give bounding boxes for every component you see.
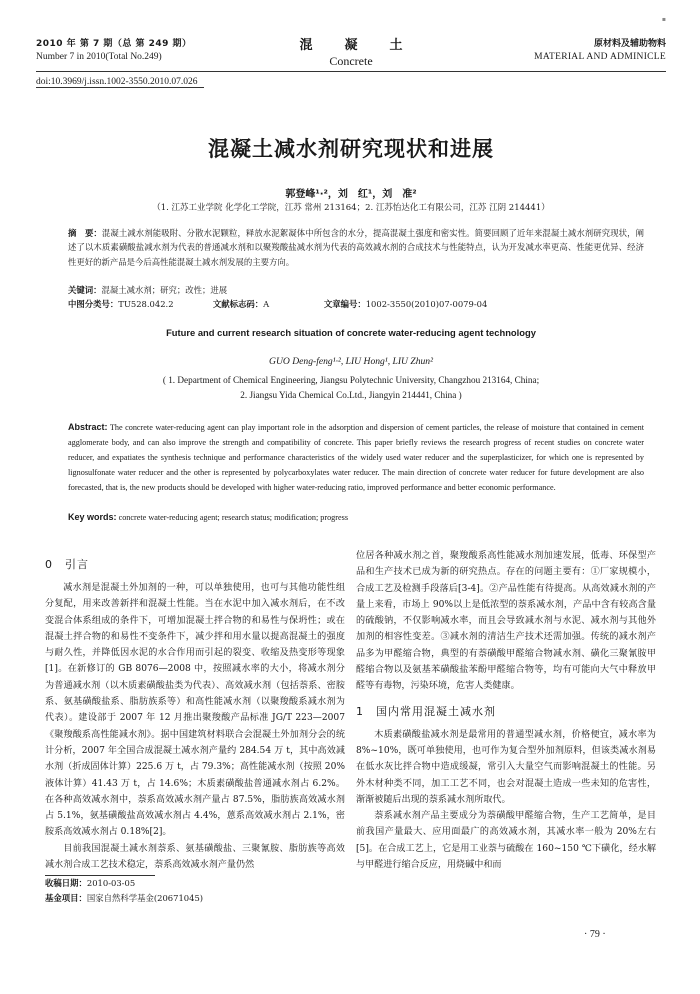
abstract-en-label: Abstract:: [68, 422, 108, 432]
keywords-en-text: concrete water-reducing agent; research status; modification; progress: [118, 513, 349, 522]
abstract-en: [68, 420, 644, 496]
affiliation-en-line2: 2. Jiangsu Yida Chemical Co.Ltd., Jiangyin 214441, China ): [240, 390, 462, 400]
section-info: [534, 38, 666, 64]
intro-paragraph-1: 减水剂是混凝土外加剂的一种，可以单独使用，也可与其他功能性组分复配，用来改善新拌和混凝土性能。当在水泥中加入减水剂后，在不改变混合体系组成的条件下，可增加混凝土拌合物的和易性与保坍性；或在混凝土拌合物的和易性不变条件下，减少拌和用水量以提高混凝土的强度与耐久性，并降低因水泥的水合作用而引起的裂变、收缩及热变形等现象[1]。在新修订的 GB 8076—2008 中，按照减水率的大小，将减水剂分为普通减水剂（以木质素磺酸盐类为代表）、高效减水剂（包括萘系、密胺系、氨基磺酸盐系、脂肪族系等）和高性能减水剂（以聚羧酸系减水剂为代表）。建设部于 2007 年 12 月推出聚羧酸产品标准 JG/T 223—2007《聚羧酸系高性能减水剂》。据中国建筑材料联合会混凝土外加剂分会的统计分析，2007 年全国合成混凝土减水剂产量约 284.54 万 t，其中高效减水剂（折成固体计算）225.6 万 t，占 79.3%；高性能减水剂（按照 20%液体计算）41.43 万 t，占 14.6%；木质素磺酸盐普通减水剂占 6.2%。在各种高效减水剂中，萘系高效减水剂产量占 87.5%，脂肪族高效减水剂占 5.1%，氨基磺酸盐高效减水剂占 4.4%，蒽系高效减水剂占 2.1%，密胺系高效减水剂占 0.18%[2]。: [45, 583, 345, 838]
authors: 郭登峰¹·²，刘 红¹，刘 准²: [285, 189, 417, 200]
intro-paragraph-3: 位居各种减水剂之首，聚羧酸系高性能减水剂加速发展，低毒、环保型产品和生产技术已成为新的研究热点。存在的问题主要有：①厂家规模小，合成工艺及检测手段落后[3-4]。②产品性能有待提高。从高效减水剂的产量上来看，市场上 90%以上是低浓型的萘系减水剂，产品中含有较高含量的硫酸钠，不仅影响减水率，而且会导致减水剂与水泥、减水剂与其他外加剂的相容性变差。③减水剂的清洁生产技术还需加强。传统的减水剂产品多为甲醛缩合物，典型的有萘磺酸甲醛缩合物减水剂、磺化三聚氰胺甲醛缩合物以及氨基苯磺酸盐苯酚甲醛缩合物等，均有可能向大气中释放甲醛等有毒物，污染环境，危害人类健康。: [356, 551, 656, 692]
article-label: 文章编号：: [323, 299, 366, 309]
keywords-en: [68, 512, 644, 522]
section-1-paragraph-2: 萘系减水剂产品主要成分为萘磺酸甲醛缩合物，生产工艺简单，是目前我国产量最大、应用面最广的高效减水剂，其减水率一般为 20%左右[5]。在合成工艺上，它是用工业萘与硫酸在 160~150 ℃下磺化，经水解与甲醛进行缩合反应，用烧碱中和而: [356, 811, 656, 871]
code-label: 文献标志码：: [212, 299, 264, 309]
section-1-title: 国内常用混凝土减水剂: [376, 704, 496, 718]
affiliation-en: [36, 373, 666, 403]
intro-paragraph-2: 目前我国混凝土减水剂萘系、氨基磺酸盐、三聚氰胺、脂肪族等高效减水剂合成工艺技术稳定，萘系高效减水剂产量仍然: [45, 843, 345, 871]
doi[interactable]: doi:10.3969/j.issn.1002-3550.2010.07.026: [36, 77, 204, 88]
keywords-cn: [68, 284, 644, 297]
page-corner-mark: ▪: [661, 16, 666, 23]
right-column: [356, 548, 656, 873]
article-value: 1002-3550(2010)07-0079-04: [365, 299, 488, 309]
section-en: MATERIAL AND ADMINICLE: [534, 52, 666, 62]
section-cn: 原材料及辅助物料: [593, 39, 666, 49]
issue-en: Number 7 in 2010(Total No.249): [36, 52, 162, 62]
paper-title: 混凝土减水剂研究现状和进展: [208, 137, 494, 161]
abstract-cn: [68, 226, 644, 269]
keywords-cn-label: 关键词：: [68, 285, 102, 295]
title-en: Future and current research situation of concrete water-reducing agent technology: [166, 327, 536, 338]
authors-en: GUO Deng-feng¹·², LIU Hong¹, LIU Zhun²: [269, 356, 433, 367]
section-1-paragraph-1: 木质素磺酸盐减水剂是最常用的普通型减水剂，价格便宜，减水率为 8%~10%，既可单独使用，也可作为复合型外加剂原料，但该类减水剂易在低水灰比拌合物中造成缓凝，常引入大量空气而影响混凝土的性能。另外木材种类不同，加工工艺不同，也会对混凝土造成一些未知的危害性，渐渐被随后出现的萘系减水剂所取代。: [356, 729, 656, 805]
running-header: [36, 38, 666, 72]
section-1-number: 1: [356, 704, 364, 718]
clc-label: 中图分类号：: [68, 299, 119, 309]
clc-value: TU528.042.2: [118, 299, 174, 309]
journal-en: Concrete: [329, 54, 373, 68]
received-date: [45, 876, 345, 891]
code-value: A: [263, 299, 270, 309]
abstract-cn-text: 混凝土减水剂能吸附、分散水泥颗粒，释放水泥絮凝体中所包含的水分，提高混凝土强度和密实性。简要回顾了近年来混凝土减水剂研究现状，阐述了以木质素磺酸盐减水剂为代表的普通减水剂和以聚羧酸盐减水剂为代表的高效减水剂的合成技术与性能特点，认为开发减水率更高、性能更优异、经济性更好的新产品是今后高性能混凝土减水剂发展的主要方向。: [68, 228, 644, 267]
page-number: · 79 ·: [584, 929, 606, 940]
affiliation-en-line1: ( 1. Department of Chemical Engineering, Jiangsu Polytechnic University, Changzhou 213164, China;: [162, 375, 540, 385]
abstract-cn-label: 摘 要：: [68, 228, 102, 238]
keywords-en-label: Key words:: [68, 512, 117, 522]
affiliation: （1. 江苏工业学院 化学化工学院，江苏 常州 213164；2. 江苏怡达化工有限公司，江苏 江阴 214441）: [152, 203, 550, 213]
left-column: [45, 548, 345, 906]
classification-row: [68, 298, 644, 311]
keywords-cn-text: 混凝土减水剂；研究；改性；进展: [101, 285, 228, 295]
section-1-heading: [356, 701, 656, 723]
fund-value: 国家自然科学基金(20671045): [86, 893, 204, 904]
received-label: 收稿日期：: [45, 878, 87, 889]
issue-cn: 2010 年 第 7 期（总 第 249 期）: [36, 39, 192, 49]
fund-info: [45, 891, 345, 906]
fund-label: 基金项目：: [45, 893, 87, 904]
received-value: 2010-03-05: [86, 878, 136, 889]
abstract-en-text: The concrete water-reducing agent can play important role in the adsorption and dispersion of cement particles, the release of moisture that contained in cement agglomerate body, and can also improve the strength and compatibility of concrete. This paper briefly reviews the research progress of recent studies on concrete water reducer, and expatiates the synthesis technique and performance characteristics of the widely used water reducer and the superplasticizer, for which one is represented by lignosulfonate water reducer and the other is represented by polycarboxylates water reducer. The main direction of concrete water reducer for future development are also forecasted, that is, the new products should be developed with higher water-reducing ratio, improved performance and better economic performance.: [68, 423, 644, 492]
section-0-title: 引言: [65, 558, 89, 571]
section-0-number: 0: [45, 558, 53, 571]
journal-cn: 混凝土: [299, 38, 435, 53]
section-0-heading: [45, 554, 345, 576]
